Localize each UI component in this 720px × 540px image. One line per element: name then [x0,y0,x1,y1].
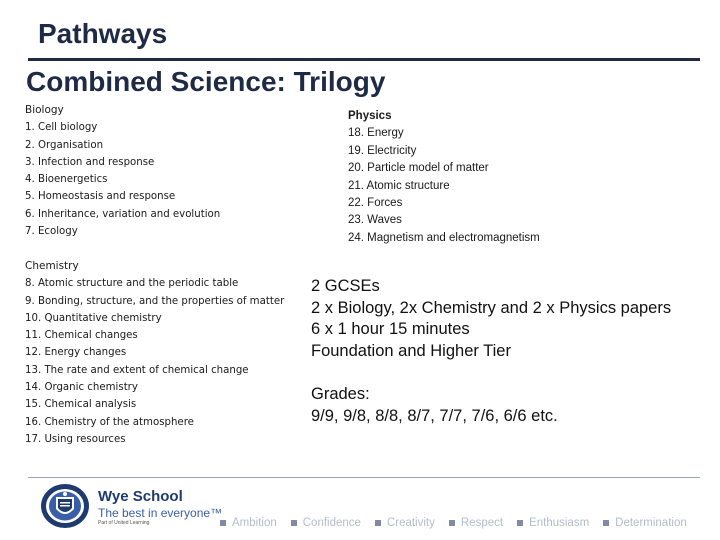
list-item: 5. Homeostasis and response [25,191,176,203]
grades-info [311,384,558,427]
value-label: Confidence [302,517,361,529]
list-item: 17. Using resources [25,433,126,445]
list-item: 18. Energy [348,127,404,140]
grades-label: Grades: [311,385,370,403]
value-item [220,517,277,529]
qualification-line: 2 x Biology, 2x Chemistry and 2 x Physics papers [311,298,672,317]
list-item: 8. Atomic structure and the periodic table [25,278,239,290]
value-label: Ambition [232,517,277,529]
list-item: 22. Forces [348,197,403,210]
list-item: 4. Bioenergetics [25,174,108,186]
title-divider [28,58,700,61]
value-label: Determination [615,517,687,529]
qualification-line: 2 GCSEs [311,277,380,295]
qualification-line: 6 x 1 hour 15 minutes [311,320,470,338]
bullet-square-icon [449,520,455,526]
list-item: 12. Energy changes [25,347,127,359]
list-item: 24. Magnetism and electromagnetism [348,231,540,244]
physics-heading: Physics [348,110,392,122]
chemistry-heading: Chemistry [25,260,79,272]
qualification-info [311,276,671,362]
footer-divider [28,477,700,478]
list-item: 15. Chemical analysis [25,399,137,411]
list-item: 23. Waves [348,214,402,227]
list-item: 10. Quantitative chemistry [25,312,162,324]
school-name: Wye School [98,488,183,505]
list-item: 3. Infection and response [25,156,155,168]
qualification-line: Foundation and Higher Tier [311,341,511,360]
value-item [449,517,503,529]
list-item: 1. Cell biology [25,122,98,134]
list-item: 7. Ecology [25,226,78,238]
bullet-square-icon [375,520,381,526]
value-item [517,517,589,529]
value-item [603,517,687,529]
page-title: Pathways [38,18,168,49]
bullet-square-icon [517,520,523,526]
bullet-square-icon [291,520,297,526]
school-tagline: The best in everyone™ [98,506,223,520]
bullet-square-icon [603,520,609,526]
list-item: 21. Atomic structure [348,179,450,192]
chemistry-list [25,258,284,448]
subject-title: Combined Science: Trilogy [26,66,386,97]
school-values [220,517,701,529]
school-sub-tagline: Part of United Learning [98,520,150,526]
biology-heading: Biology [25,104,64,116]
bullet-square-icon [220,520,226,526]
biology-list [25,102,220,240]
value-item [375,517,435,529]
grades-values: 9/9, 9/8, 8/8, 8/7, 7/7, 7/6, 6/6 etc. [311,406,558,425]
physics-list [348,108,540,247]
list-item: 13. The rate and extent of chemical change [25,364,249,376]
list-item: 9. Bonding, structure, and the properties of matter [25,295,285,307]
list-item: 16. Chemistry of the atmosphere [25,416,194,428]
value-label: Respect [460,517,504,529]
list-item: 6. Inheritance, variation and evolution [25,208,221,220]
value-item [291,517,361,529]
school-crest-logo [40,483,90,529]
list-item: 11. Chemical changes [25,330,138,342]
list-item: 20. Particle model of matter [348,162,489,175]
list-item: 2. Organisation [25,139,104,151]
value-label: Enthusiasm [529,517,590,529]
value-label: Creativity [386,517,435,529]
list-item: 14. Organic chemistry [25,382,138,394]
list-item: 19. Electricity [348,144,417,157]
